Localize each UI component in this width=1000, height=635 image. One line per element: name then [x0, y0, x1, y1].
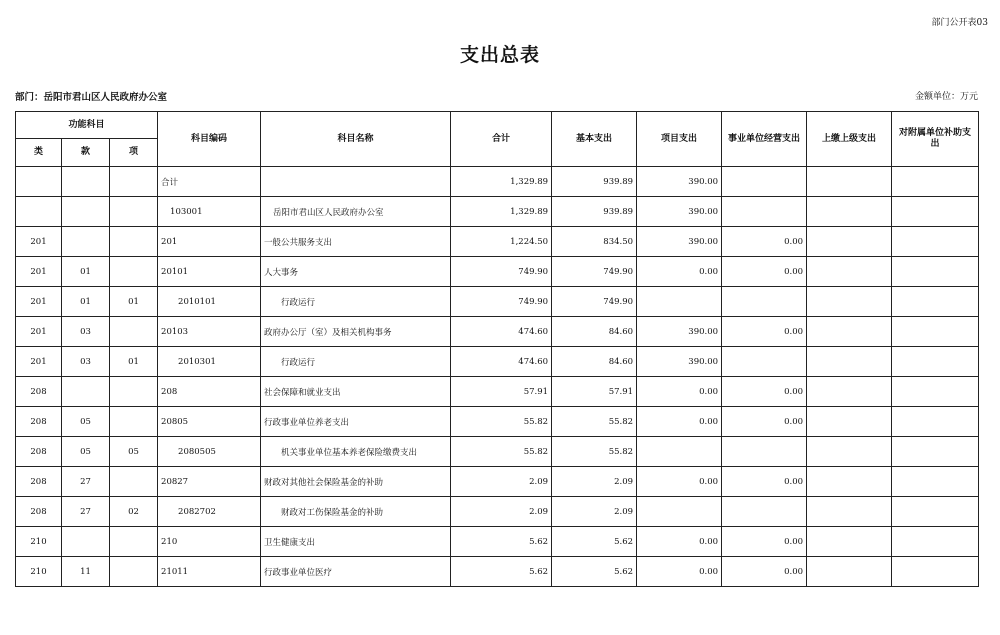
table-row: [16, 407, 979, 437]
cell-xiang: [110, 197, 158, 227]
cell-code: 合计: [158, 167, 261, 197]
cell-upper: [807, 407, 892, 437]
cell-total: 5.62: [451, 557, 552, 587]
table-row: [16, 197, 979, 227]
cell-name: 财政对工伤保险基金的补助: [261, 497, 451, 527]
cell-upper: [807, 227, 892, 257]
cell-kuan: 01: [62, 287, 110, 317]
cell-lei: 208: [16, 377, 62, 407]
cell-business: 0.00: [722, 407, 807, 437]
cell-xiang: [110, 257, 158, 287]
cell-upper: [807, 437, 892, 467]
header-name: 科目名称: [261, 112, 451, 167]
cell-kuan: 01: [62, 257, 110, 287]
table-row: [16, 557, 979, 587]
cell-kuan: 05: [62, 437, 110, 467]
cell-kuan: 27: [62, 497, 110, 527]
cell-subsidy: [892, 257, 979, 287]
cell-name: 社会保障和就业支出: [261, 377, 451, 407]
cell-total: 55.82: [451, 407, 552, 437]
cell-upper: [807, 317, 892, 347]
cell-lei: [16, 197, 62, 227]
cell-basic: 55.82: [552, 407, 637, 437]
table-row: [16, 497, 979, 527]
header-project: 项目支出: [637, 112, 722, 167]
department-label: 部门：岳阳市君山区人民政府办公室: [15, 92, 168, 103]
cell-subsidy: [892, 527, 979, 557]
cell-business: [722, 497, 807, 527]
cell-name: 卫生健康支出: [261, 527, 451, 557]
cell-project: [637, 497, 722, 527]
cell-kuan: 03: [62, 347, 110, 377]
cell-xiang: [110, 407, 158, 437]
cell-total: 1,329.89: [451, 167, 552, 197]
cell-total: 57.91: [451, 377, 552, 407]
cell-subsidy: [892, 347, 979, 377]
cell-total: 474.60: [451, 317, 552, 347]
cell-business: [722, 167, 807, 197]
cell-lei: 208: [16, 467, 62, 497]
cell-business: 0.00: [722, 527, 807, 557]
cell-business: 0.00: [722, 377, 807, 407]
cell-basic: 939.89: [552, 197, 637, 227]
cell-upper: [807, 557, 892, 587]
cell-total: 2.09: [451, 467, 552, 497]
cell-kuan: 05: [62, 407, 110, 437]
cell-code: 208: [158, 377, 261, 407]
cell-subsidy: [892, 557, 979, 587]
cell-kuan: [62, 527, 110, 557]
cell-code: 201: [158, 227, 261, 257]
cell-project: 390.00: [637, 347, 722, 377]
cell-code: 20103: [158, 317, 261, 347]
cell-lei: 201: [16, 317, 62, 347]
table-row: [16, 227, 979, 257]
header-lei: 类: [16, 139, 62, 167]
cell-xiang: [110, 557, 158, 587]
header-kuan: 款: [62, 139, 110, 167]
cell-upper: [807, 467, 892, 497]
cell-subsidy: [892, 167, 979, 197]
header-basic: 基本支出: [552, 112, 637, 167]
cell-subsidy: [892, 377, 979, 407]
cell-name: 政府办公厅（室）及相关机构事务: [261, 317, 451, 347]
page-title: 支出总表: [459, 44, 540, 66]
cell-upper: [807, 377, 892, 407]
cell-subsidy: [892, 317, 979, 347]
cell-lei: 210: [16, 557, 62, 587]
cell-project: 390.00: [637, 317, 722, 347]
cell-kuan: [62, 197, 110, 227]
cell-code: 21011: [158, 557, 261, 587]
cell-kuan: 11: [62, 557, 110, 587]
cell-basic: 749.90: [552, 287, 637, 317]
cell-code: 2010301: [158, 347, 261, 377]
cell-lei: 201: [16, 287, 62, 317]
cell-business: [722, 287, 807, 317]
header-subsidy: 对附属单位补助支出: [892, 112, 979, 167]
cell-project: [637, 437, 722, 467]
expenditure-table: [15, 111, 979, 587]
header-func-group: 功能科目: [16, 112, 158, 139]
cell-business: 0.00: [722, 257, 807, 287]
cell-business: [722, 347, 807, 377]
cell-name: 行政事业单位养老支出: [261, 407, 451, 437]
cell-subsidy: [892, 287, 979, 317]
cell-project: 390.00: [637, 227, 722, 257]
cell-name: 一般公共服务支出: [261, 227, 451, 257]
cell-name: 行政运行: [261, 287, 451, 317]
cell-basic: 749.90: [552, 257, 637, 287]
cell-upper: [807, 287, 892, 317]
cell-subsidy: [892, 407, 979, 437]
cell-project: 0.00: [637, 527, 722, 557]
cell-lei: 208: [16, 497, 62, 527]
cell-total: 55.82: [451, 437, 552, 467]
cell-business: 0.00: [722, 557, 807, 587]
cell-kuan: 03: [62, 317, 110, 347]
header-code: 科目编码: [158, 112, 261, 167]
table-row: [16, 527, 979, 557]
cell-business: 0.00: [722, 467, 807, 497]
cell-basic: 5.62: [552, 557, 637, 587]
cell-xiang: [110, 377, 158, 407]
cell-project: 0.00: [637, 557, 722, 587]
cell-xiang: [110, 167, 158, 197]
cell-upper: [807, 167, 892, 197]
cell-subsidy: [892, 437, 979, 467]
cell-upper: [807, 197, 892, 227]
cell-code: 103001: [158, 197, 261, 227]
table-row: [16, 287, 979, 317]
cell-total: 1,224.50: [451, 227, 552, 257]
cell-total: 1,329.89: [451, 197, 552, 227]
header-business: 事业单位经营支出: [722, 112, 807, 167]
cell-xiang: 05: [110, 437, 158, 467]
cell-lei: 201: [16, 227, 62, 257]
cell-business: [722, 437, 807, 467]
cell-basic: 5.62: [552, 527, 637, 557]
header-xiang: 项: [110, 139, 158, 167]
table-row: [16, 437, 979, 467]
table-row: [16, 377, 979, 407]
cell-name: [261, 167, 451, 197]
cell-lei: 208: [16, 407, 62, 437]
cell-total: 2.09: [451, 497, 552, 527]
cell-total: 749.90: [451, 257, 552, 287]
cell-code: 2080505: [158, 437, 261, 467]
cell-xiang: 02: [110, 497, 158, 527]
cell-kuan: [62, 377, 110, 407]
cell-total: 749.90: [451, 287, 552, 317]
cell-basic: 2.09: [552, 467, 637, 497]
cell-xiang: [110, 467, 158, 497]
cell-code: 20101: [158, 257, 261, 287]
cell-project: 0.00: [637, 407, 722, 437]
cell-basic: 834.50: [552, 227, 637, 257]
cell-business: 0.00: [722, 317, 807, 347]
cell-business: [722, 197, 807, 227]
cell-name: 行政事业单位医疗: [261, 557, 451, 587]
cell-project: 390.00: [637, 197, 722, 227]
cell-total: 5.62: [451, 527, 552, 557]
cell-code: 2010101: [158, 287, 261, 317]
cell-basic: 84.60: [552, 317, 637, 347]
cell-basic: 939.89: [552, 167, 637, 197]
cell-upper: [807, 257, 892, 287]
cell-subsidy: [892, 497, 979, 527]
cell-basic: 57.91: [552, 377, 637, 407]
cell-basic: 84.60: [552, 347, 637, 377]
cell-xiang: [110, 227, 158, 257]
table-row: [16, 257, 979, 287]
table-row: [16, 467, 979, 497]
cell-kuan: 27: [62, 467, 110, 497]
cell-project: [637, 287, 722, 317]
cell-code: 2082702: [158, 497, 261, 527]
cell-lei: [16, 167, 62, 197]
cell-upper: [807, 527, 892, 557]
cell-name: 人大事务: [261, 257, 451, 287]
cell-xiang: 01: [110, 347, 158, 377]
cell-name: 财政对其他社会保险基金的补助: [261, 467, 451, 497]
cell-code: 20827: [158, 467, 261, 497]
cell-business: 0.00: [722, 227, 807, 257]
cell-kuan: [62, 227, 110, 257]
cell-name: 机关事业单位基本养老保险缴费支出: [261, 437, 451, 467]
cell-name: 行政运行: [261, 347, 451, 377]
cell-project: 390.00: [637, 167, 722, 197]
table-row: [16, 167, 979, 197]
header-upper: 上缴上级支出: [807, 112, 892, 167]
table-row: [16, 347, 979, 377]
table-row: [16, 317, 979, 347]
cell-total: 474.60: [451, 347, 552, 377]
cell-name: 岳阳市君山区人民政府办公室: [261, 197, 451, 227]
cell-project: 0.00: [637, 467, 722, 497]
cell-basic: 55.82: [552, 437, 637, 467]
cell-kuan: [62, 167, 110, 197]
cell-project: 0.00: [637, 257, 722, 287]
cell-subsidy: [892, 467, 979, 497]
cell-xiang: [110, 317, 158, 347]
cell-project: 0.00: [637, 377, 722, 407]
amount-unit-label: 金额单位：万元: [914, 92, 978, 102]
cell-lei: 201: [16, 347, 62, 377]
cell-xiang: [110, 527, 158, 557]
form-number: 部门公开表03: [931, 18, 988, 28]
cell-upper: [807, 497, 892, 527]
cell-xiang: 01: [110, 287, 158, 317]
cell-lei: 210: [16, 527, 62, 557]
cell-basic: 2.09: [552, 497, 637, 527]
cell-upper: [807, 347, 892, 377]
header-total: 合计: [451, 112, 552, 167]
cell-subsidy: [892, 197, 979, 227]
cell-subsidy: [892, 227, 979, 257]
cell-lei: 201: [16, 257, 62, 287]
cell-lei: 208: [16, 437, 62, 467]
cell-code: 210: [158, 527, 261, 557]
cell-code: 20805: [158, 407, 261, 437]
